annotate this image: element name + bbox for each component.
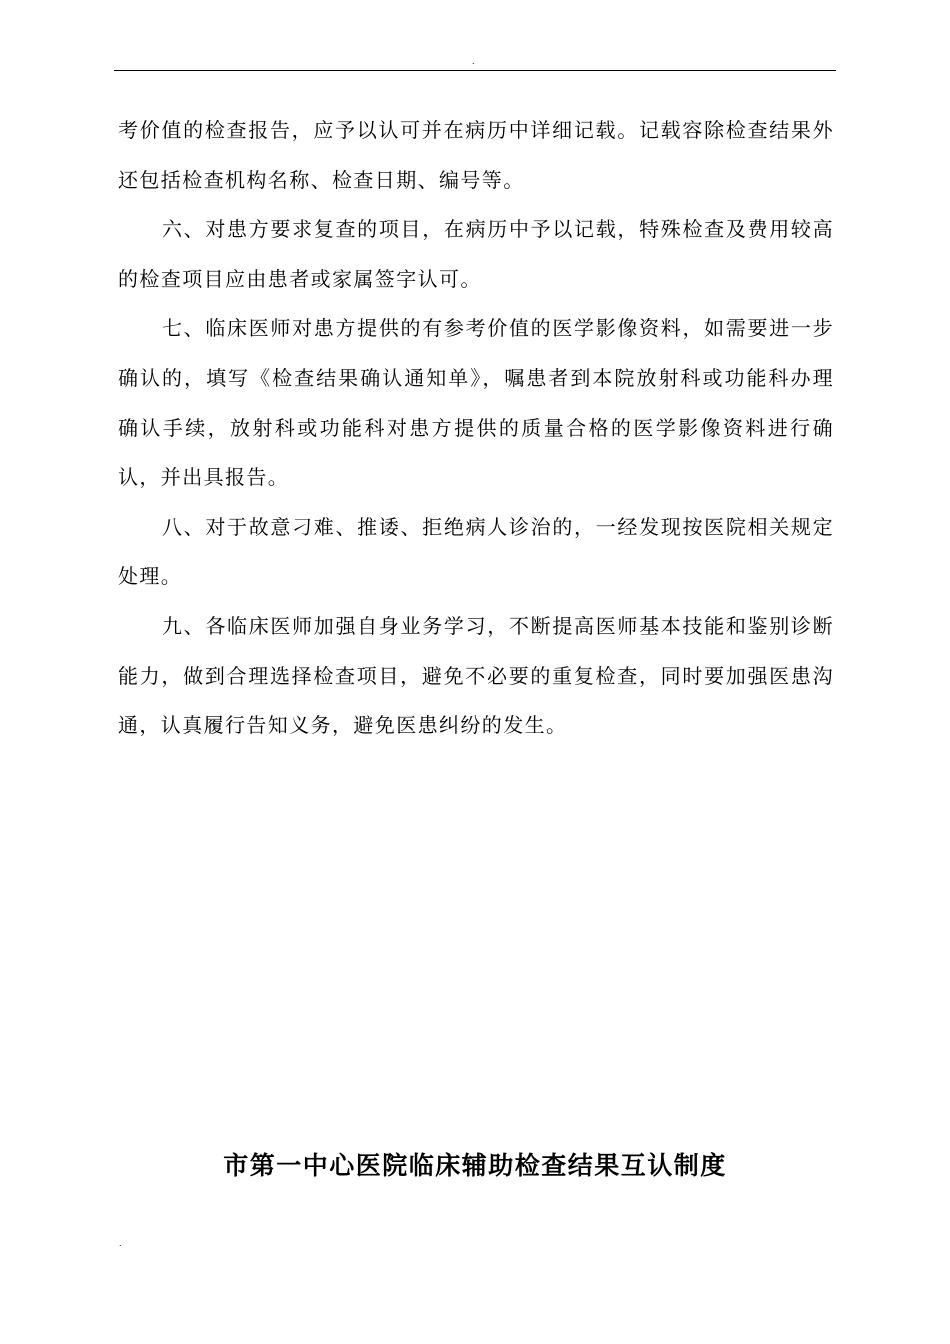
footer-mark: . xyxy=(119,1239,122,1248)
paragraph-item-9: 九、各临床医师加强自身业务学习，不断提高医师基本技能和鉴别诊断能力，做到合理选择检查项目，避免不必要的重复检查，同时要加强医患沟通，认真履行告知义务，避免医患纠纷的发生。 xyxy=(118,613,834,738)
document-title: 市第一中心医院临床辅助检查结果互认制度 xyxy=(223,1151,727,1180)
paragraph-item-8: 八、对于故意刁难、推诿、拒绝病人诊治的，一经发现按医院相关规定处理。 xyxy=(118,514,834,589)
paragraph-item-6: 六、对患方要求复查的项目，在病历中予以记载，特殊检查及费用较高的检查项目应由患者或家属签字认可。 xyxy=(118,217,834,291)
paragraph-item-7: 七、临床医师对患方提供的有参考价值的医学影像资料，如需要进一步确认的，填写《检查结果确认通知单》，嘱患者到本院放射科或功能科办理确认手续，放射科或功能科对患方提供的质量合格的医学影像资料进行确认，并出具报告。 xyxy=(118,316,834,490)
document-body xyxy=(118,106,834,751)
paragraph-continuation: 考价值的检查报告，应予以认可并在病历中详细记载。记载容除检查结果外还包括检查机构名称、检查日期、编号等。 xyxy=(118,118,834,192)
header-mark: . xyxy=(472,57,475,66)
header-rule xyxy=(114,70,836,71)
